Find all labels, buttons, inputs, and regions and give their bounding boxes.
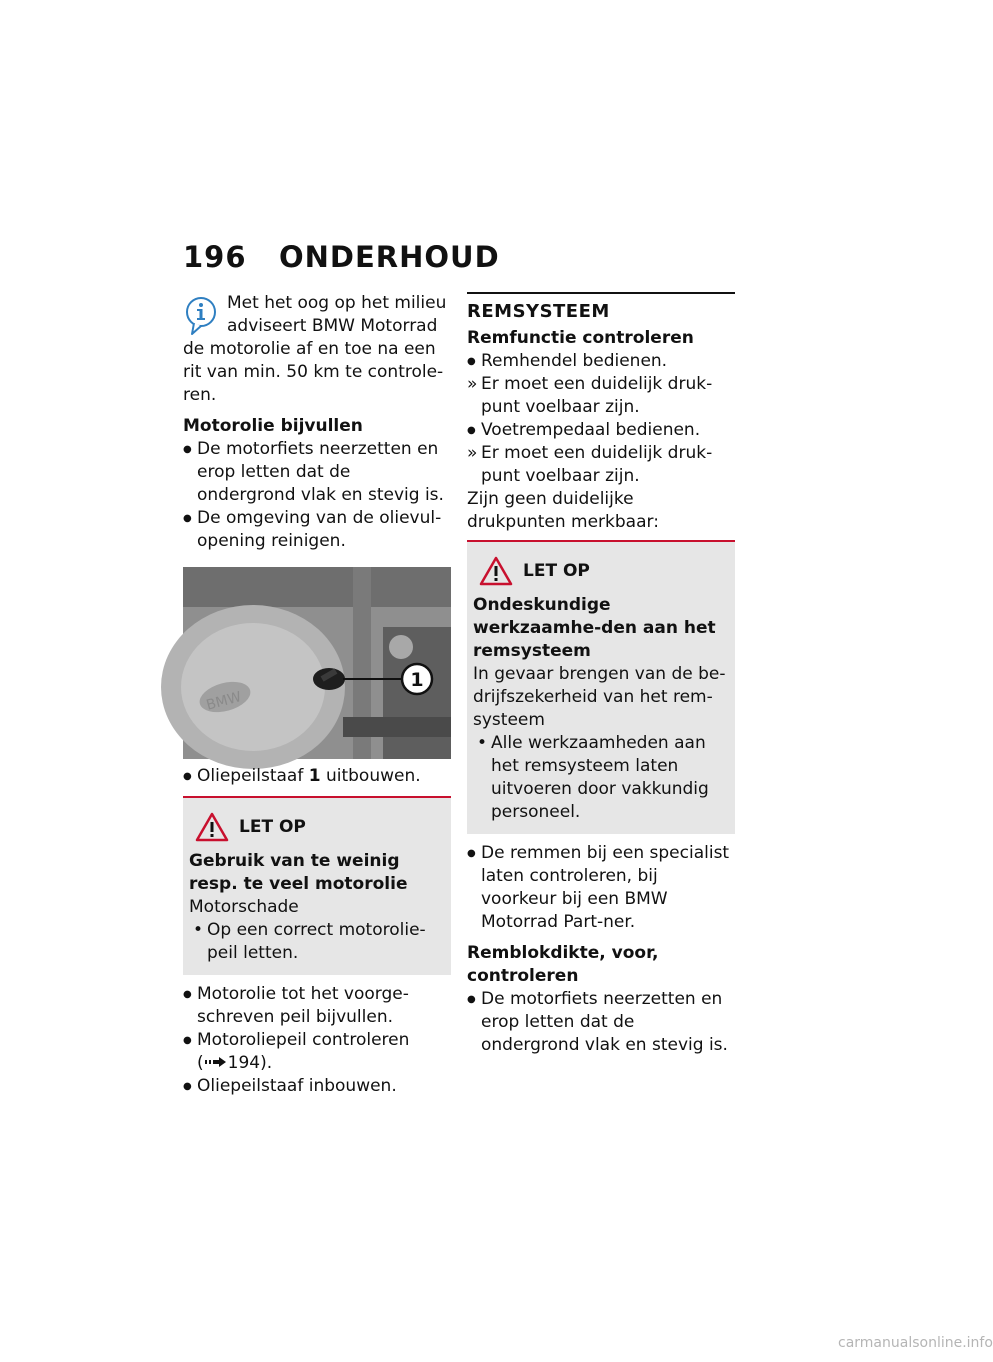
list-item: ● Motorolie tot het voorge-schreven peil bijvullen. bbox=[183, 983, 451, 1029]
list-item: ● De motorfiets neerzetten en erop letten dat de ondergrond vlak en stevig is. bbox=[183, 438, 451, 507]
caution-box bbox=[183, 796, 451, 975]
caution-consequence: Motorschade bbox=[189, 897, 299, 917]
caution-title-row bbox=[195, 812, 445, 842]
page-header bbox=[183, 240, 500, 280]
intro-line-2: adviseert BMW Motorrad bbox=[227, 316, 438, 336]
step-text: Oliepeilstaaf bbox=[197, 766, 309, 786]
warning-triangle-icon bbox=[479, 556, 513, 586]
intro-rest: de motorolie af en toe na een rit van min. 50 km te controle-ren. bbox=[183, 339, 444, 405]
right-column bbox=[467, 292, 735, 1057]
photo-callout-number: 1 bbox=[410, 669, 424, 691]
list-item: ● Remhendel bedienen. bbox=[467, 350, 735, 373]
fill-steps-list-2 bbox=[183, 983, 451, 1098]
intro-line-1: Met het oog op het milieu bbox=[227, 293, 447, 313]
svg-text:BMW: BMW bbox=[204, 689, 244, 714]
step-ref-number: 1 bbox=[308, 766, 321, 786]
list-item bbox=[183, 765, 451, 788]
watermark: carmanualsonline.info bbox=[838, 1335, 993, 1351]
brake-service-list bbox=[467, 842, 735, 934]
environment-note bbox=[183, 292, 451, 407]
caution-actions bbox=[473, 732, 729, 824]
engine-photo bbox=[183, 567, 451, 759]
caution-actions bbox=[189, 919, 445, 965]
brake-steps-list bbox=[467, 350, 735, 488]
heading-brake-function: Remfunctie controleren bbox=[467, 328, 694, 348]
list-item-result: » Er moet een duidelijk druk-punt voelbaar zijn. bbox=[467, 373, 735, 419]
condition-text: Zijn geen duidelijke drukpunten merkbaar: bbox=[467, 489, 659, 532]
page-reference[interactable]: ( 194). bbox=[197, 1053, 273, 1073]
chapter-title: ONDERHOUD bbox=[279, 240, 500, 274]
list-item: • Alle werkzaamheden aan het remsysteem laten uitvoeren door vakkundig personeel. bbox=[473, 732, 729, 824]
fill-steps-list bbox=[183, 438, 451, 553]
list-item bbox=[183, 1029, 451, 1075]
list-item: ● De omgeving van de olievul-opening reinigen. bbox=[183, 507, 451, 553]
list-item: ● De motorfiets neerzetten en erop letten dat de ondergrond vlak en stevig is. bbox=[467, 988, 735, 1057]
engine-illustration bbox=[183, 567, 451, 759]
environment-info-icon bbox=[183, 294, 219, 336]
step-text: uitbouwen. bbox=[320, 766, 421, 786]
list-item: ● De remmen bij een specialist laten controleren, bij voorkeur bij een BMW Motorrad Part-ner. bbox=[467, 842, 735, 934]
warning-triangle-icon bbox=[195, 812, 229, 842]
caution-consequence: In gevaar brengen van de be-drijfszekerheid van het rem-systeem bbox=[473, 664, 726, 730]
list-item: ● Oliepeilstaaf inbouwen. bbox=[183, 1075, 451, 1098]
caution-title-row bbox=[479, 556, 729, 586]
heading-brake-pads: Remblokdikte, voor, controleren bbox=[467, 943, 659, 986]
caution-heading: Ondeskundige werkzaamhe-den aan het remsysteem bbox=[473, 595, 716, 661]
page-number: 196 bbox=[183, 240, 247, 274]
list-item: ● Voetrempedaal bedienen. bbox=[467, 419, 735, 442]
caution-title: LET OP bbox=[239, 816, 306, 837]
brake-pads-list bbox=[467, 988, 735, 1057]
heading-fill-oil: Motorolie bijvullen bbox=[183, 416, 363, 436]
caution-title: LET OP bbox=[523, 560, 590, 581]
list-item: • Op een correct motorolie-peil letten. bbox=[189, 919, 445, 965]
section-title: REMSYSTEEM bbox=[467, 292, 735, 323]
remove-step-list bbox=[183, 765, 451, 788]
left-column bbox=[183, 292, 451, 1098]
page-reference-number: 194). bbox=[227, 1053, 273, 1073]
caution-box bbox=[467, 540, 735, 834]
step-text: Motoroliepeil controleren bbox=[197, 1030, 410, 1050]
list-item-result: » Er moet een duidelijk druk-punt voelbaar zijn. bbox=[467, 442, 735, 488]
page-reference-arrow-icon bbox=[204, 1056, 228, 1068]
caution-heading: Gebruik van te weinig resp. te veel motorolie bbox=[189, 851, 408, 894]
